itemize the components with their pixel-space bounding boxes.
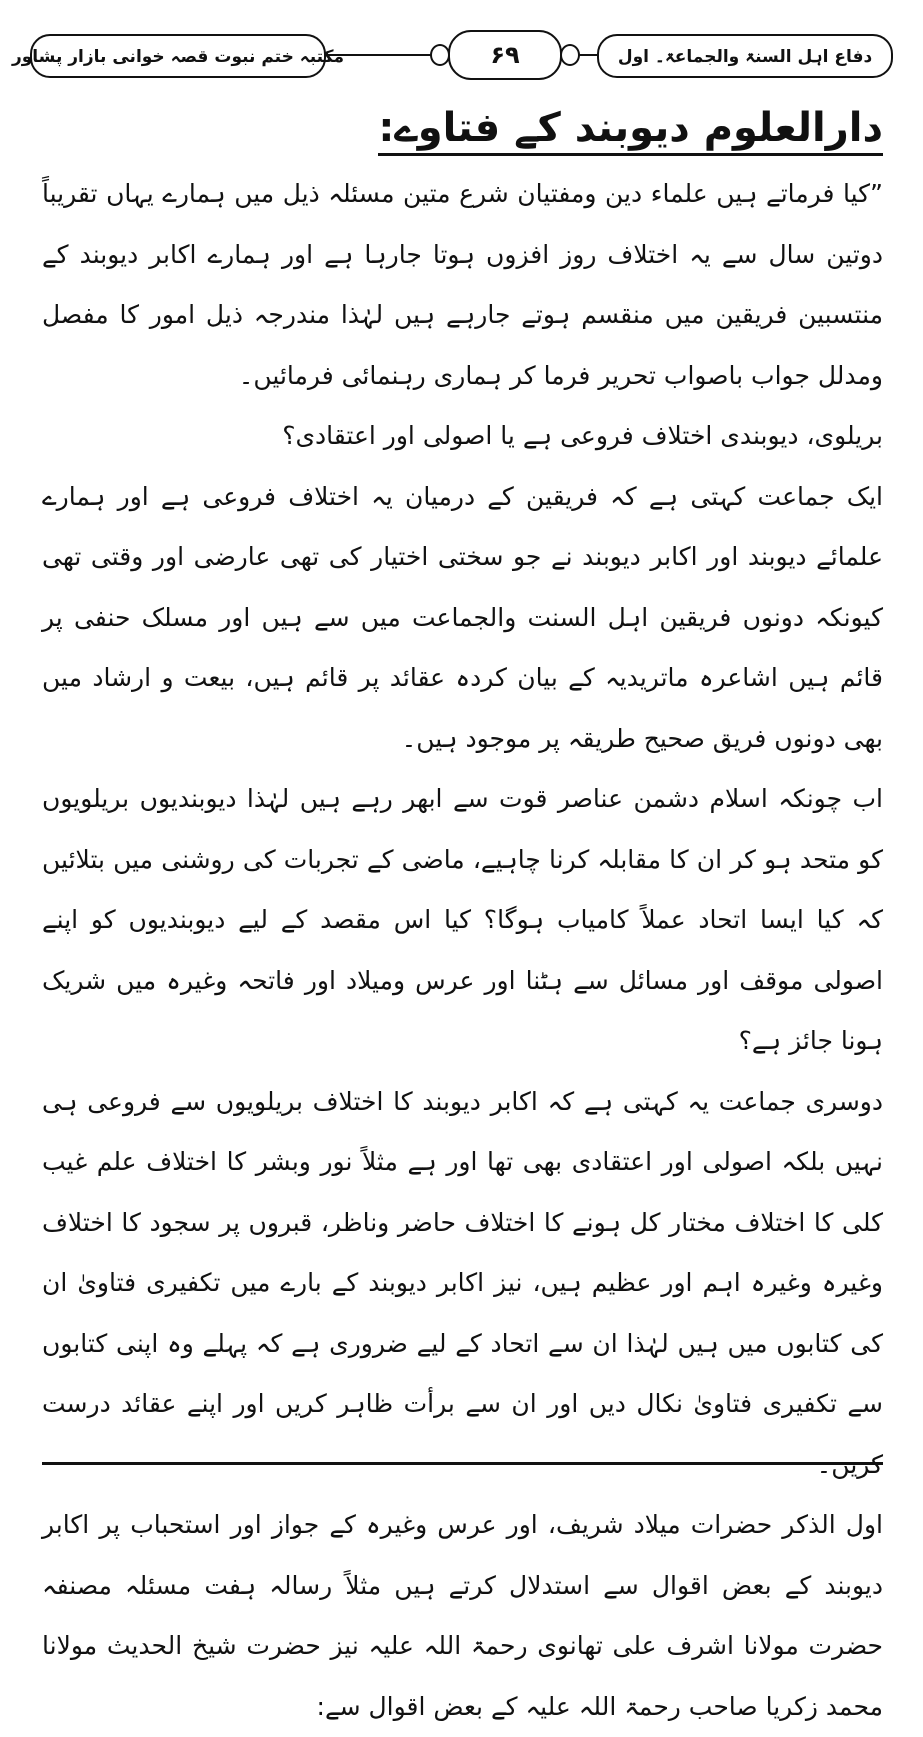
section-heading [42,96,883,160]
publisher-label: مکتبہ ختم نبوت قصہ خوانی بازار پشاور [30,34,326,78]
page-number: ۶۹ [448,30,562,80]
page-header [11,30,893,80]
paragraph-first-group: ایک جماعت کہتی ہے کہ فریقین کے درمیان یہ اختلاف فروعی ہے اور ہمارے علمائے دیوبند اور اکابر دیوبند نے جو سختی اختیار کی تھی عارضی اور وقتی تھی کیونکہ دونوں فریقین اہل السنت والجماعت میں سے ہیں اور مسلک حنفی پر قائم ہیں اشاعرہ ماتریدیہ کے بیان کردہ عقائد پر قائم ہیں، بیعت و ارشاد میں بھی دونوں فریق صحیح طریقہ پر موجود ہیں۔ [42,481,883,753]
section-heading-text: دارالعلوم دیوبند کے فتاوے: [378,105,883,156]
paragraph-question-title: بریلوی، دیوبندی اختلاف فروعی ہے یا اصولی اور اعتقادی؟ [282,421,883,450]
paragraph-question: ”کیا فرماتے ہیں علماء دین ومفتیان شرع متین مسئلہ ذیل میں ہمارے یہاں تقریباً دوتین سال سے یہ اختلاف روز افزوں ہوتا جارہا ہے اور ہمارے اکابر دیوبند کے منتسبین فریقین میں منقسم ہوتے جارہے ہیں لہٰذا مندرجہ ذیل امور کا مفصل ومدلل جواب باصواب تحریر فرما کر ہماری رہنمائی فرمائیں۔ [42,179,883,390]
paragraph-unity-question: اب چونکہ اسلام دشمن عناصر قوت سے ابھر رہے ہیں لہٰذا دیوبندیوں بریلویوں کو متحد ہو کر ان کا مقابلہ کرنا چاہیے، ماضی کے تجربات کی روشنی میں بتلائیں کہ کیا ایسا اتحاد عملاً کامیاب ہوگا؟ کیا اس مقصد کے لیے دیوبندیوں کو اپنے اصولی موقف اور مسائل سے ہٹنا اور عرس ومیلاد اور فاتحہ وغیرہ میں شریک ہونا جائز ہے؟ [42,784,883,1055]
book-title-label: دفاع اہل السنۃ والجماعۃ۔ اول [597,34,893,78]
paragraph-first-group-evidence: اول الذکر حضرات میلاد شریف، اور عرس وغیرہ کے جواز اور استحباب پر اکابر دیوبند کے بعض اقوال سے استدلال کرتے ہیں مثلاً رسالہ ہفت مسئلہ مصنفہ حضرت مولانا اشرف علی تھانوی رحمۃ اللہ علیہ نیز حضرت شیخ الحدیث مولانا محمد زکریا صاحب رحمۃ اللہ علیہ کے بعض اقوال سے: [42,1510,883,1721]
paragraph-second-group: دوسری جماعت یہ کہتی ہے کہ اکابر دیوبند کا اختلاف بریلویوں سے فروعی ہی نہیں بلکہ اصولی اور اعتقادی بھی تھا اور ہے مثلاً نور وبشر کا اختلاف علم غیب کلی کا اختلاف مختار کل ہونے کا اختلاف حاضر وناظر، قبروں پر سجود کا اختلاف وغیرہ وغیرہ اہم اور عظیم ہیں، نیز اکابر دیوبند کے بارے میں تکفیری فتاویٰ ان کی کتابوں میں ہیں لہٰذا ان سے اتحاد کے لیے ضروری ہے کہ پہلے وہ اپنی کتابوں سے تکفیری فتاویٰ نکال دیں اور ان سے برأت ظاہر کریں اور اپنے عقائد درست کریں۔ [42,1086,883,1479]
footer-rule [42,1462,883,1465]
page-body [42,96,883,1737]
